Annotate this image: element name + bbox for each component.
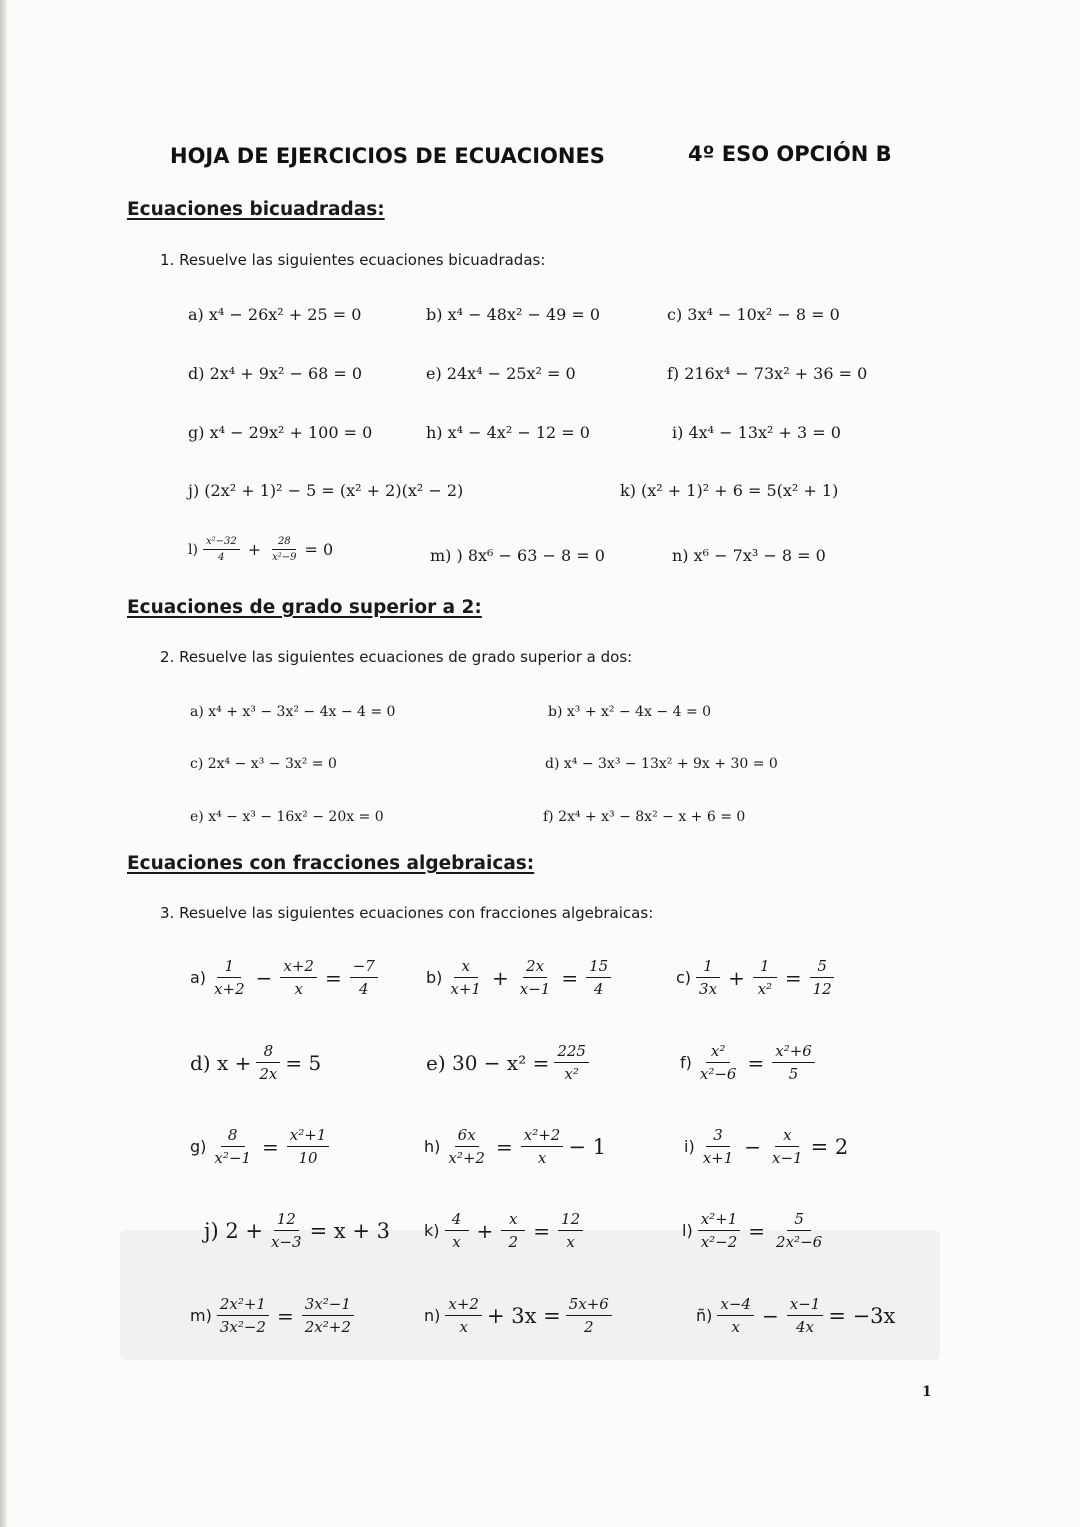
- section-title-grado-superior: Ecuaciones de grado superior a 2:: [127, 597, 482, 618]
- ex3-i: i) $\frac{3}{x+1}$ − $\frac{x}{x-1}$ = 2: [684, 1126, 849, 1167]
- ex1-j: j) (2x² + 1)² − 5 = (x² + 2)(x² − 2): [188, 481, 464, 500]
- ex1-e: e) 24x⁴ − 25x² = 0: [426, 364, 576, 383]
- ex3-h: h) $\frac{6x}{\text{x²+2}}$ = $\frac{\text{x²+2}}{x}$ − 1: [424, 1126, 606, 1167]
- ex2-d: d) x⁴ − 3x³ − 13x² + 9x + 30 = 0: [545, 756, 778, 772]
- ex1-a: a) x⁴ − 26x² + 25 = 0: [188, 305, 362, 324]
- instruction-1: 1. Resuelve las siguientes ecuaciones bicuadradas:: [160, 251, 546, 269]
- ex1-l-frac1: $\frac{\text{x²−32}}{4}$: [203, 536, 240, 563]
- ex3-e: e) 30 − x² = $\frac{225}{\text{x²}}$: [426, 1042, 589, 1083]
- ex1-g: g) x⁴ − 29x² + 100 = 0: [188, 423, 373, 442]
- ex3-k: k) $\frac{4}{x}$ + $\frac{x}{2}$ = $\frac{12}{x}$: [424, 1210, 583, 1251]
- ex3-g: g) $\frac{8}{\text{x²−1}}$ = $\frac{\text{x²+1}}{10}$: [190, 1126, 329, 1167]
- ex1-l-frac2: $\frac{28}{\text{x²−9}}$: [272, 536, 297, 563]
- ex1-d: d) 2x⁴ + 9x² − 68 = 0: [188, 364, 363, 383]
- ex1-k: k) (x² + 1)² + 6 = 5(x² + 1): [620, 481, 839, 500]
- ex1-c: c) 3x⁴ − 10x² − 8 = 0: [667, 305, 840, 324]
- ex1-l: l) $\frac{\text{x²−32}}{4}$ + $\frac{28}{\text{x²−9}}$ = 0: [188, 536, 334, 563]
- ex2-b: b) x³ + x² − 4x − 4 = 0: [548, 704, 712, 720]
- instruction-3: 3. Resuelve las siguientes ecuaciones con fracciones algebraicas:: [160, 904, 654, 922]
- ex3-n: n) $\frac{x+2}{x}$ + 3x = $\frac{5x+6}{2}$: [424, 1295, 612, 1336]
- page-title: HOJA DE EJERCICIOS DE ECUACIONES: [170, 144, 605, 168]
- ex1-l-label: l): [188, 541, 198, 558]
- ex2-a: a) x⁴ + x³ − 3x² − 4x − 4 = 0: [190, 704, 396, 720]
- ex1-m: m) ) 8x⁶ − 63 − 8 = 0: [430, 546, 605, 565]
- ex2-e: e) x⁴ − x³ − 16x² − 20x = 0: [190, 809, 384, 825]
- ex3-l: l) $\frac{\text{x²+1}}{\text{x²−2}}$ = $\frac{5}{\text{2x²−6}}$: [682, 1210, 823, 1251]
- ex3-a: a) $\frac{1}{x+2}$ − $\frac{x+2}{x}$ = $\frac{-7}{4}$: [190, 957, 378, 998]
- ex3-d: d) x + $\frac{8}{2x}$ = 5: [190, 1042, 322, 1083]
- ex1-n: n) x⁶ − 7x³ − 8 = 0: [672, 546, 826, 565]
- ex1-b: b) x⁴ − 48x² − 49 = 0: [426, 305, 601, 324]
- instruction-2: 2. Resuelve las siguientes ecuaciones de grado superior a dos:: [160, 648, 633, 666]
- ex2-f: f) 2x⁴ + x³ − 8x² − x + 6 = 0: [543, 809, 746, 825]
- ex3-m: m) $\frac{\text{2x²+1}}{\text{3x²−2}}$ = $\frac{\text{3x²−1}}{\text{2x²+2}}$: [190, 1295, 354, 1336]
- ex3-f: f) $\frac{\text{x²}}{\text{x²−6}}$ = $\frac{\text{x²+6}}{5}$: [680, 1042, 815, 1083]
- ex3-ñ: ñ) $\frac{x-4}{x}$ − $\frac{x-1}{4x}$ = −3x: [696, 1295, 896, 1336]
- page-number: 1: [922, 1384, 932, 1400]
- ex1-h: h) x⁴ − 4x² − 12 = 0: [426, 423, 590, 442]
- section-title-fracciones: Ecuaciones con fracciones algebraicas:: [127, 853, 535, 874]
- course-label: 4º ESO OPCIÓN B: [688, 142, 892, 166]
- ex1-f: f) 216x⁴ − 73x² + 36 = 0: [667, 364, 868, 383]
- ex3-j: j) 2 + $\frac{12}{x-3}$ = x + 3: [204, 1210, 391, 1251]
- ex1-i: i) 4x⁴ − 13x² + 3 = 0: [672, 423, 841, 442]
- section-title-bicuadradas: Ecuaciones bicuadradas:: [127, 199, 385, 220]
- ex3-b: b) $\frac{x}{x+1}$ + $\frac{2x}{x-1}$ = $\frac{15}{4}$: [426, 957, 611, 998]
- ex3-c: c) $\frac{1}{3x}$ + $\frac{1}{\text{x²}}$ = $\frac{5}{12}$: [676, 957, 835, 998]
- ex2-c: c) 2x⁴ − x³ − 3x² = 0: [190, 756, 337, 772]
- page-edge-shadow: [0, 0, 7, 1527]
